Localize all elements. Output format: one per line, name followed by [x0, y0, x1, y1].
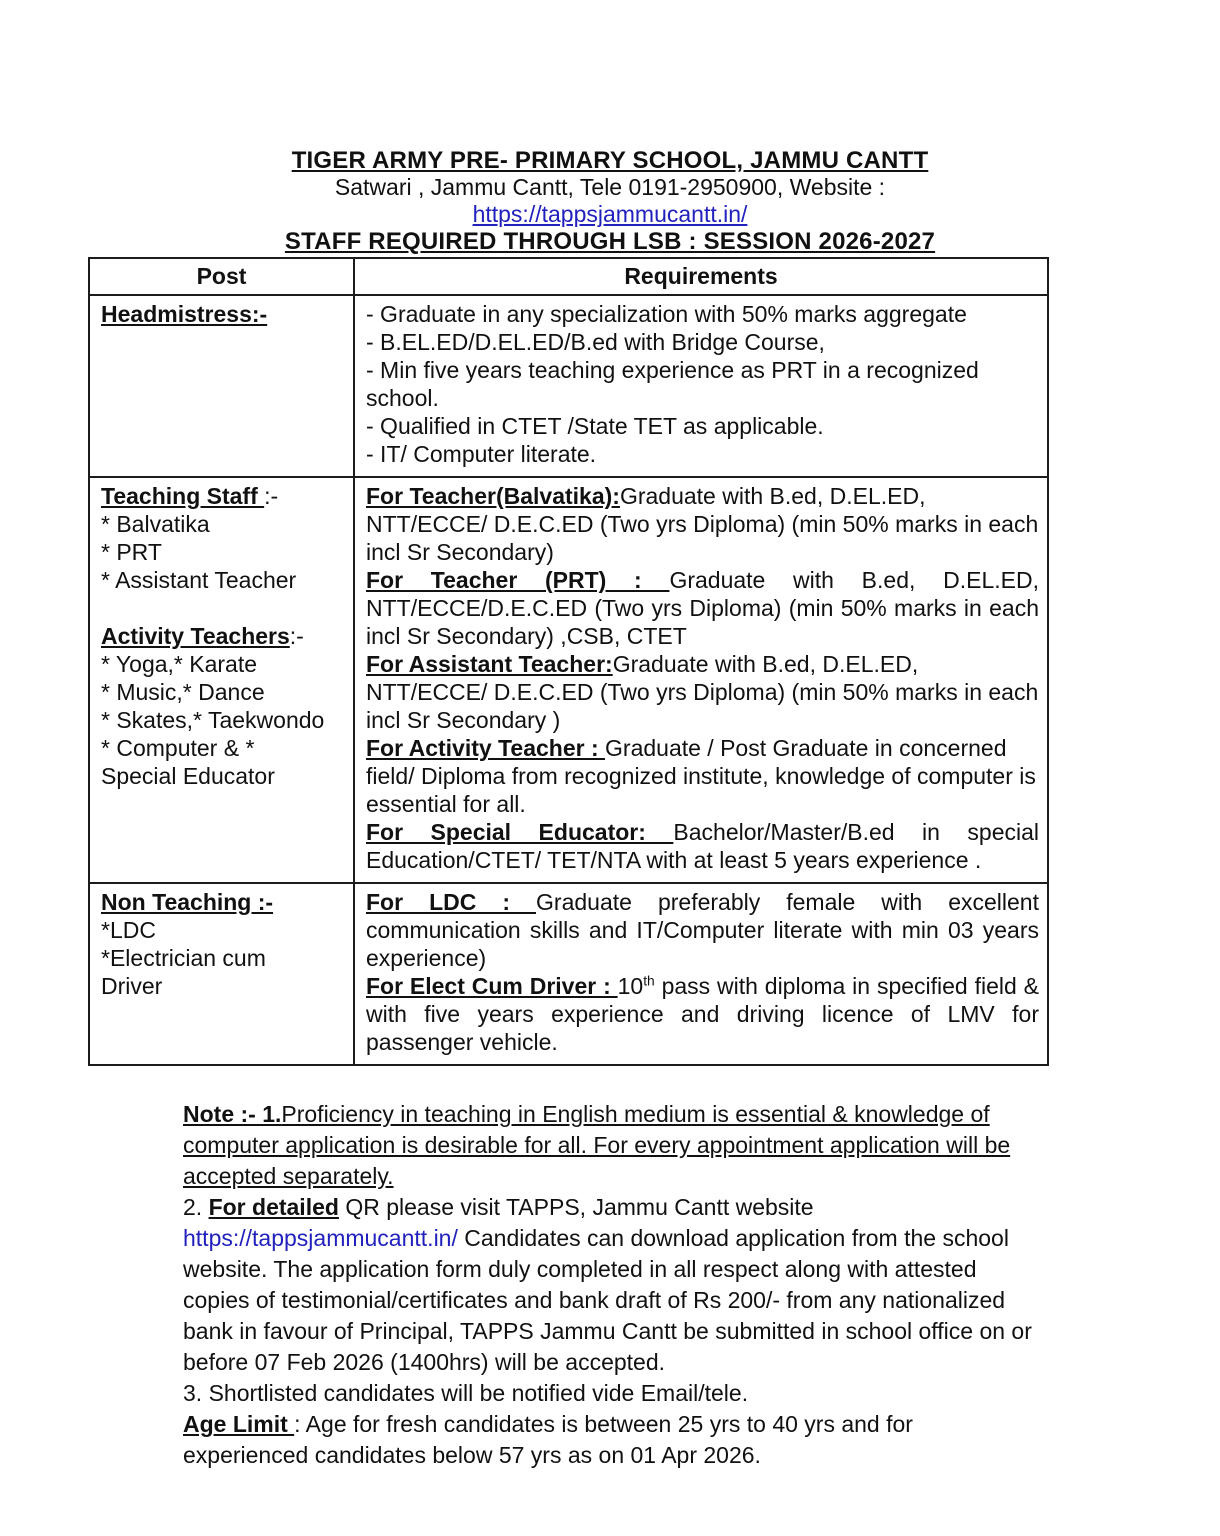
- notes-section: [183, 1099, 1039, 1471]
- post-cell-headmistress: [89, 295, 354, 477]
- staff-table: [88, 257, 1049, 1066]
- subject-heading: STAFF REQUIRED THROUGH LSB : SESSION 2026-2027: [284, 228, 936, 255]
- post-list-item: *Electrician cum: [101, 945, 266, 971]
- post-list-item: * PRT: [101, 539, 162, 565]
- post-heading: Activity Teachers:-: [101, 623, 304, 649]
- note-3: 3. Shortlisted candidates will be notified vide Email/tele.: [183, 1380, 749, 1406]
- requirements-cell-non-teaching: [354, 883, 1048, 1065]
- requirement-line: - Min five years teaching experience as PRT in a recognized school.: [366, 357, 979, 411]
- requirement-section: For Teacher(Balvatika):Graduate with B.ed, D.EL.ED, NTT/ECCE/ D.E.C.ED (Two yrs Diploma) (min 50% marks in each incl Sr Secondary): [366, 483, 1039, 565]
- note-2-emphasis: For detailed: [208, 1194, 339, 1220]
- note-1-text: Proficiency in teaching in English medium is essential & knowledge of computer application is desirable for all. For every appointment application will be accepted separately.: [183, 1101, 1011, 1189]
- website-link-line: [0, 201, 1220, 228]
- post-list-item: * Skates,* Taekwondo: [101, 707, 325, 733]
- post-cell-teaching-staff: [89, 477, 354, 883]
- requirements-cell-teaching-staff: [354, 477, 1048, 883]
- post-heading: Teaching Staff :-: [101, 483, 279, 509]
- table-row-headmistress: [89, 295, 1048, 477]
- requirement-line: - IT/ Computer literate.: [366, 441, 597, 467]
- requirement-line: - Qualified in CTET /State TET as applicable.: [366, 413, 824, 439]
- post-list-item: * Assistant Teacher: [101, 567, 297, 593]
- note-1-label: Note :- 1.: [183, 1101, 282, 1127]
- requirement-section: For Elect Cum Driver : 10th pass with diploma in specified field & with five years experience and driving licence of LMV for passenger vehicle.: [366, 973, 1039, 1055]
- requirement-section: For LDC : Graduate preferably female with excellent communication skills and IT/Computer literate with min 03 years experience): [366, 889, 1039, 971]
- post-list-item: Special Educator: [101, 763, 275, 789]
- requirement-section: For Assistant Teacher:Graduate with B.ed, D.EL.ED, NTT/ECCE/ D.E.C.ED (Two yrs Diploma) (min 50% marks in each incl Sr Secondary ): [366, 651, 1039, 733]
- requirement-section: For Teacher (PRT) : Graduate with B.ed, D.EL.ED, NTT/ECCE/D.E.C.ED (Two yrs Diploma) (min 50% marks in each incl Sr Secondary) ,CSB, CTET: [366, 567, 1039, 649]
- post-heading: Headmistress:-: [101, 301, 268, 327]
- requirement-line: - B.EL.ED/D.EL.ED/B.ed with Bridge Course,: [366, 329, 825, 355]
- age-limit-text: : Age for fresh candidates is between 25 yrs to 40 yrs and for experienced candidates below 57 yrs as on 01 Apr 2026.: [183, 1411, 913, 1468]
- note-2-text-rest: Candidates can download application from the school website. The application form duly completed in all respect along with attested copies of testimonial/certificates and bank draft of Rs 200/- from any nationalized bank in favour of Principal, TAPPS Jammu Cantt be submitted in school office on or before 07 Feb 2026 (1400hrs) will be accepted.: [183, 1225, 1032, 1375]
- age-limit-label: Age Limit: [183, 1411, 295, 1437]
- table-row-non-teaching: [89, 883, 1048, 1065]
- note-2-number: 2.: [183, 1194, 209, 1220]
- post-list-item: * Balvatika: [101, 511, 210, 537]
- requirements-column-header: Requirements: [354, 258, 1048, 295]
- note-2-text: QR please visit TAPPS, Jammu Cantt website: [338, 1194, 814, 1220]
- post-list-item: * Yoga,* Karate: [101, 651, 258, 677]
- requirement-section: For Special Educator: Bachelor/Master/B.ed in special Education/CTET/ TET/NTA with at least 5 years experience .: [366, 819, 1040, 873]
- post-cell-non-teaching: [89, 883, 354, 1065]
- ordinal-superscript: th: [643, 973, 655, 989]
- website-link[interactable]: https://tappsjammucantt.in/: [472, 201, 748, 227]
- post-list-item: * Computer & *: [101, 735, 255, 761]
- requirement-line: - Graduate in any specialization with 50% marks aggregate: [366, 301, 967, 327]
- post-list-item: Driver: [101, 973, 163, 999]
- post-list-item: * Music,* Dance: [101, 679, 265, 705]
- requirements-cell-headmistress: [354, 295, 1048, 477]
- post-column-header: Post: [89, 258, 354, 295]
- table-row-teaching-staff: [89, 477, 1048, 883]
- note-website-link[interactable]: https://tappsjammucantt.in/: [183, 1225, 458, 1251]
- document-header: [0, 147, 1220, 255]
- address-line: Satwari , Jammu Cantt, Tele 0191-2950900, Website :: [334, 174, 886, 200]
- note-2: [183, 1192, 1039, 1378]
- post-list-item: *LDC: [101, 917, 156, 943]
- requirement-section: For Activity Teacher : Graduate / Post Graduate in concerned field/ Diploma from recognized institute, knowledge of computer is essential for all.: [366, 735, 1036, 817]
- post-list-spacer: [101, 594, 345, 622]
- school-name-title: TIGER ARMY PRE- PRIMARY SCHOOL, JAMMU CANTT: [291, 147, 929, 174]
- post-heading: Non Teaching :-: [101, 889, 274, 915]
- note-1: [183, 1099, 1039, 1192]
- age-limit-note: [183, 1409, 1039, 1471]
- table-header-row: [89, 258, 1048, 295]
